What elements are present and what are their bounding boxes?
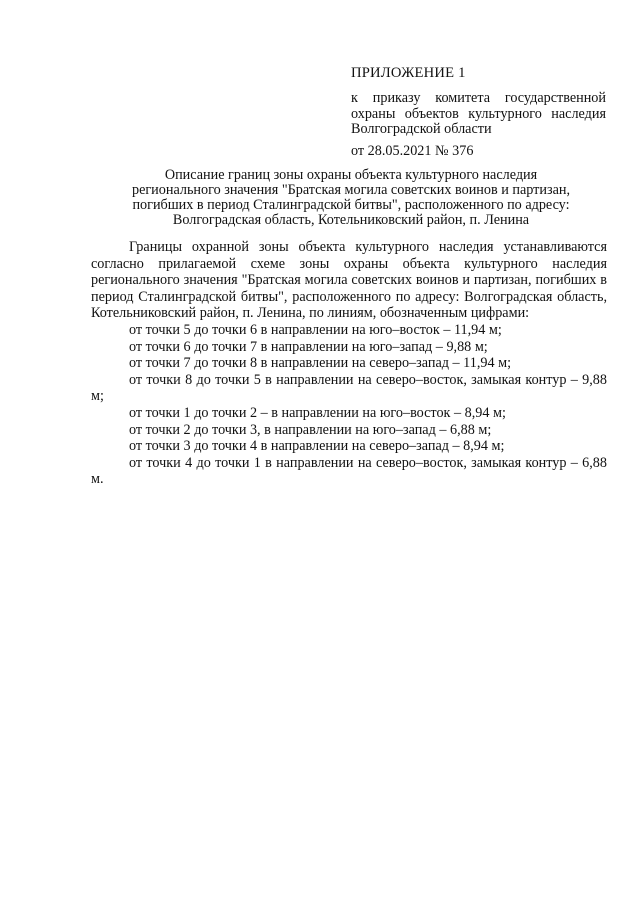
description-title-line: Волгоградская область, Котельниковский район, п. Ленина <box>172 212 530 229</box>
boundary-line-item: от точки 5 до точки 6 в направлении на юго–восток – 11,94 м; <box>129 321 502 338</box>
appendix-order-date-number: от 28.05.2021 № 376 <box>351 143 474 159</box>
boundary-line-item: от точки 7 до точки 8 в направлении на северо–запад – 11,94 м; <box>129 355 512 372</box>
boundary-line-item: от точки 8 до точки 5 в направлении на северо–восток, замыкая контур – 9,88 м; <box>91 371 607 405</box>
boundary-line-item: от точки 1 до точки 2 – в направлении на юго–восток – 8,94 м; <box>129 404 506 421</box>
boundary-line-item: от точки 2 до точки 3, в направлении на юго–запад – 6,88 м; <box>129 421 492 438</box>
boundary-line-item: от точки 6 до точки 7 в направлении на юго–запад – 9,88 м; <box>129 338 488 355</box>
boundary-line-item: от точки 4 до точки 1 в направлении на северо–восток, замыкая контур – 6,88 м. <box>91 454 607 488</box>
description-title-line: Описание границ зоны охраны объекта культурного наследия <box>164 167 538 183</box>
boundary-line-item: от точки 3 до точки 4 в направлении на северо–запад – 8,94 м; <box>129 438 505 455</box>
appendix-order-reference: к приказу комитета государственной охраны объектов культурного наследия Волгоградской области <box>351 90 606 137</box>
document-body <box>91 239 607 488</box>
boundary-lines-list <box>91 322 607 488</box>
description-title-line: регионального значения "Братская могила советских воинов и партизан, <box>131 182 571 199</box>
appendix-title: ПРИЛОЖЕНИЕ 1 <box>351 65 466 81</box>
description-title <box>95 168 607 228</box>
body-intro-paragraph: Границы охранной зоны объекта культурного наследия устанавливаются согласно прилагаемой схеме зоны охраны объекта культурного наследия регионального значения "Братская могила советских воинов и партизан, погибших в период Сталинградской битвы", расположенного по адресу: Волгоградская область, Котельниковский район, п. Ленина, по линиям, обозначенным цифрами: <box>91 239 607 322</box>
description-title-line: погибших в период Сталинградской битвы", расположенного по адресу: <box>132 197 570 214</box>
